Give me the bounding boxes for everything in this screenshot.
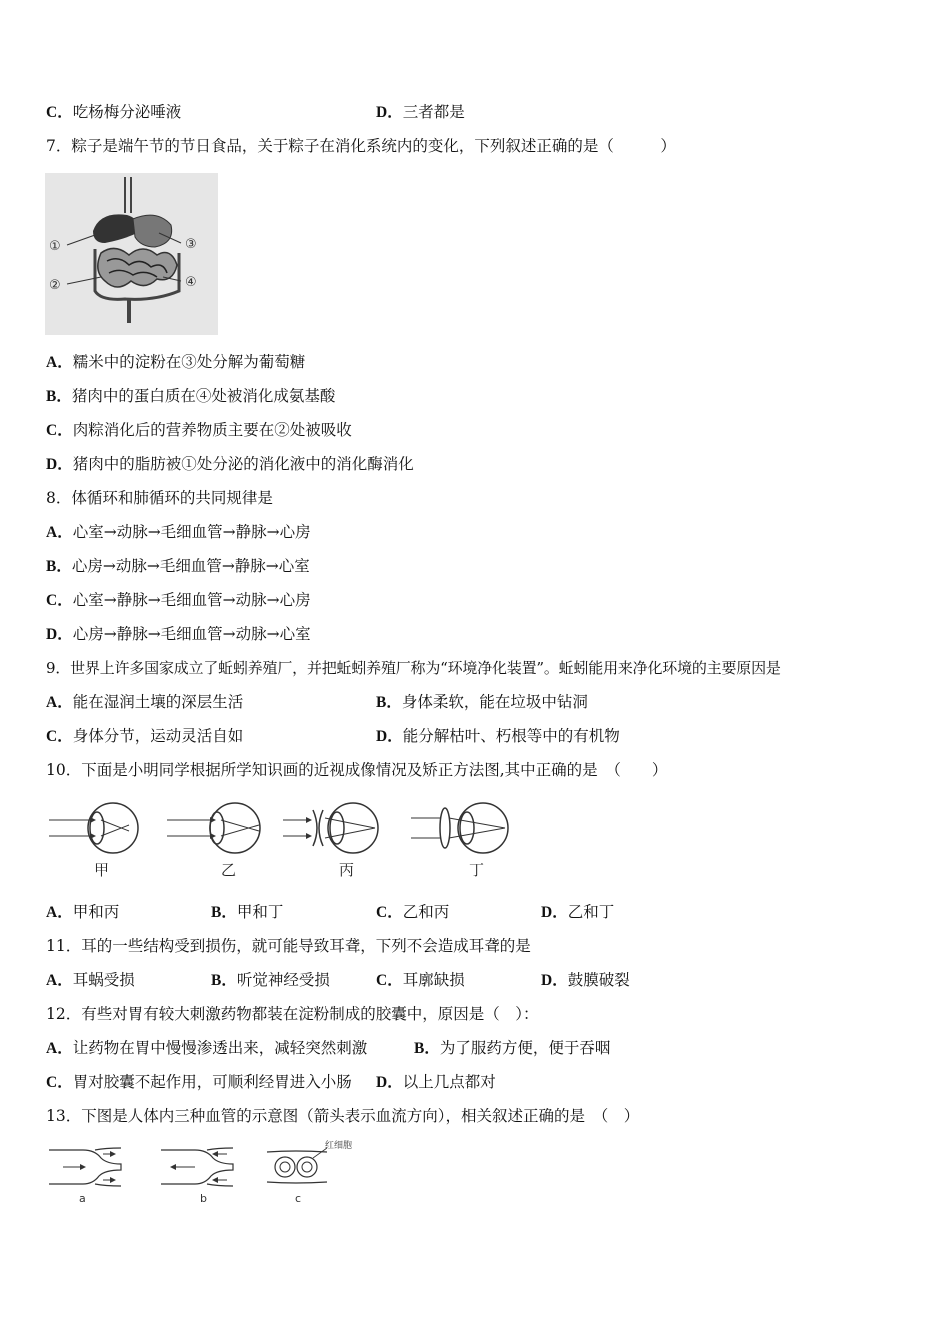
q8-option-a [46, 522, 311, 543]
q10-option-d-text: 乙和丁 [567, 903, 615, 921]
q12-option-d [376, 1072, 496, 1093]
rbc-label: 红细胞 [325, 1141, 353, 1151]
q11-option-d [541, 970, 630, 991]
eye-bing-label: 丙 [339, 861, 355, 879]
q9-option-d [376, 726, 620, 747]
q12-option-a [46, 1038, 367, 1059]
vessel-b-label: b [200, 1192, 207, 1205]
q6-option-d-text: 三者都是 [402, 103, 465, 121]
q8-option-b-text: 心房→动脉→毛细血管→静脉→心室 [71, 557, 310, 575]
fig7-label-3: ③ [185, 237, 197, 252]
q12-stem: 12．有些对胃有较大刺激药物都装在淀粉制成的胶囊中，原因是（ ）： [46, 1005, 539, 1023]
q6-option-c-text: 吃杨梅分泌唾液 [72, 103, 182, 121]
q9-option-b-label: B． [376, 694, 402, 711]
fig7-label-2: ② [49, 278, 61, 293]
q7-option-d-label: D． [46, 456, 73, 473]
q9-option-c [46, 726, 243, 747]
q10-stem: 10．下面是小明同学根据所学知识画的近视成像情况及矫正方法图,其中正确的是 （ ） [46, 761, 668, 779]
q7-option-c-label: C． [46, 422, 73, 439]
q8-option-c-label: C． [46, 592, 73, 609]
q10-option-b [211, 902, 283, 923]
q8-option-d [46, 624, 311, 645]
vessel-a [49, 1148, 121, 1205]
q12-option-c [46, 1072, 352, 1093]
q9-option-a-text: 能在湿润土壤的深层生活 [72, 693, 244, 711]
q12-option-d-text: 以上几点都对 [402, 1073, 496, 1091]
q8-option-c-text: 心室→静脉→毛细血管→动脉→心房 [72, 591, 311, 609]
q7-option-d [46, 454, 414, 475]
eye-jia [49, 803, 138, 879]
vessel-c-label: c [295, 1192, 302, 1205]
eye-yi-label: 乙 [221, 861, 237, 879]
vessel-a-label: a [79, 1192, 86, 1205]
q7-option-b-text: 猪肉中的蛋白质在④处被消化成氨基酸 [71, 387, 336, 405]
digestive-system-figure [45, 173, 218, 335]
q8-option-d-label: D． [46, 626, 73, 643]
q13-stem: 13．下图是人体内三种血管的示意图（箭头表示血流方向），相关叙述正确的是 （ ） [46, 1107, 640, 1125]
q11-option-a-label: A． [46, 972, 73, 989]
q11-stem: 11．耳的一些结构受到损伤，就可能导致耳聋，下列不会造成耳聋的是 [46, 937, 531, 955]
q10-option-b-text: 甲和丁 [236, 903, 284, 921]
eye-bing [283, 803, 378, 879]
q7-option-b [46, 386, 335, 407]
q9-option-c-label: C． [46, 728, 73, 745]
blood-vessels-figure [45, 1138, 365, 1208]
q10-option-a-text: 甲和丙 [72, 903, 120, 921]
q7-option-c-text: 肉粽消化后的营养物质主要在②处被吸收 [72, 421, 352, 439]
q6-option-c-label: C． [46, 104, 73, 121]
q7-option-b-label: B． [46, 388, 72, 405]
q12-option-d-label: D． [376, 1074, 403, 1091]
q11-option-d-text: 鼓膜破裂 [567, 971, 630, 989]
q9-stem: 9．世界上许多国家成立了蚯蚓养殖厂，并把蚯蚓养殖厂称为“环境净化装置”。蚯蚓能用来净化环境的主要原因是 [46, 659, 781, 677]
q12-option-b-text: 为了服药方便，便于吞咽 [439, 1039, 611, 1057]
q12-option-c-label: C． [46, 1074, 73, 1091]
q9-option-c-text: 身体分节，运动灵活自如 [72, 727, 244, 745]
q11-option-c [376, 970, 465, 991]
q9-option-a [46, 692, 243, 713]
q8-option-a-text: 心室→动脉→毛细血管→静脉→心房 [72, 523, 311, 541]
q10-option-a-label: A． [46, 904, 73, 921]
q6-option-c [46, 102, 181, 123]
q8-option-a-label: A． [46, 524, 73, 541]
q8-stem: 8．体循环和肺循环的共同规律是 [46, 489, 273, 507]
q12-option-c-text: 胃对胶囊不起作用，可顺利经胃进入小肠 [72, 1073, 352, 1091]
q10-option-c-label: C． [376, 904, 403, 921]
q7-stem: 7．粽子是端午节的节日食品，关于粽子在消化系统内的变化，下列叙述正确的是（ ） [46, 137, 676, 155]
eye-ding-label: 丁 [469, 861, 485, 879]
q8-option-b-label: B． [46, 558, 72, 575]
vessel-b [161, 1148, 233, 1205]
q6-option-d [376, 102, 465, 123]
q9-option-d-text: 能分解枯叶、朽根等中的有机物 [402, 727, 620, 745]
q11-option-d-label: D． [541, 972, 568, 989]
q10-option-c [376, 902, 449, 923]
q7-option-c [46, 420, 352, 441]
q11-option-c-text: 耳廓缺损 [402, 971, 465, 989]
q8-option-b [46, 556, 310, 577]
q7-option-a-text: 糯米中的淀粉在③处分解为葡萄糖 [72, 353, 306, 371]
q6-option-d-label: D． [376, 104, 403, 121]
q7-option-d-text: 猪肉中的脂肪被①处分泌的消化液中的消化酶消化 [72, 455, 414, 473]
eye-jia-label: 甲 [94, 861, 110, 879]
q11-option-a [46, 970, 135, 991]
q12-option-b-label: B． [414, 1040, 440, 1057]
q11-option-b-label: B． [211, 972, 237, 989]
q9-option-b [376, 692, 588, 713]
q9-option-d-label: D． [376, 728, 403, 745]
eye-ding [411, 803, 508, 879]
q11-option-c-label: C． [376, 972, 403, 989]
eye-yi [167, 803, 260, 879]
q10-option-d [541, 902, 614, 923]
q9-option-b-text: 身体柔软，能在垃圾中钻洞 [401, 693, 588, 711]
q10-option-d-label: D． [541, 904, 568, 921]
q7-option-a-label: A． [46, 354, 73, 371]
q10-option-b-label: B． [211, 904, 237, 921]
q11-option-a-text: 耳蜗受损 [72, 971, 135, 989]
q12-option-a-label: A． [46, 1040, 73, 1057]
eye-diagrams-figure [45, 793, 525, 888]
q8-option-d-text: 心房→静脉→毛细血管→动脉→心室 [72, 625, 311, 643]
q12-option-b [414, 1038, 610, 1059]
q7-option-a [46, 352, 305, 373]
q10-option-a [46, 902, 119, 923]
q11-option-b [211, 970, 330, 991]
q9-option-a-label: A． [46, 694, 73, 711]
vessel-c [267, 1139, 352, 1205]
q10-option-c-text: 乙和丙 [402, 903, 450, 921]
fig7-label-1: ① [49, 239, 61, 254]
q11-option-b-text: 听觉神经受损 [236, 971, 330, 989]
q8-option-c [46, 590, 311, 611]
fig7-label-4: ④ [185, 275, 197, 290]
q12-option-a-text: 让药物在胃中慢慢渗透出来，减轻突然刺激 [72, 1039, 368, 1057]
